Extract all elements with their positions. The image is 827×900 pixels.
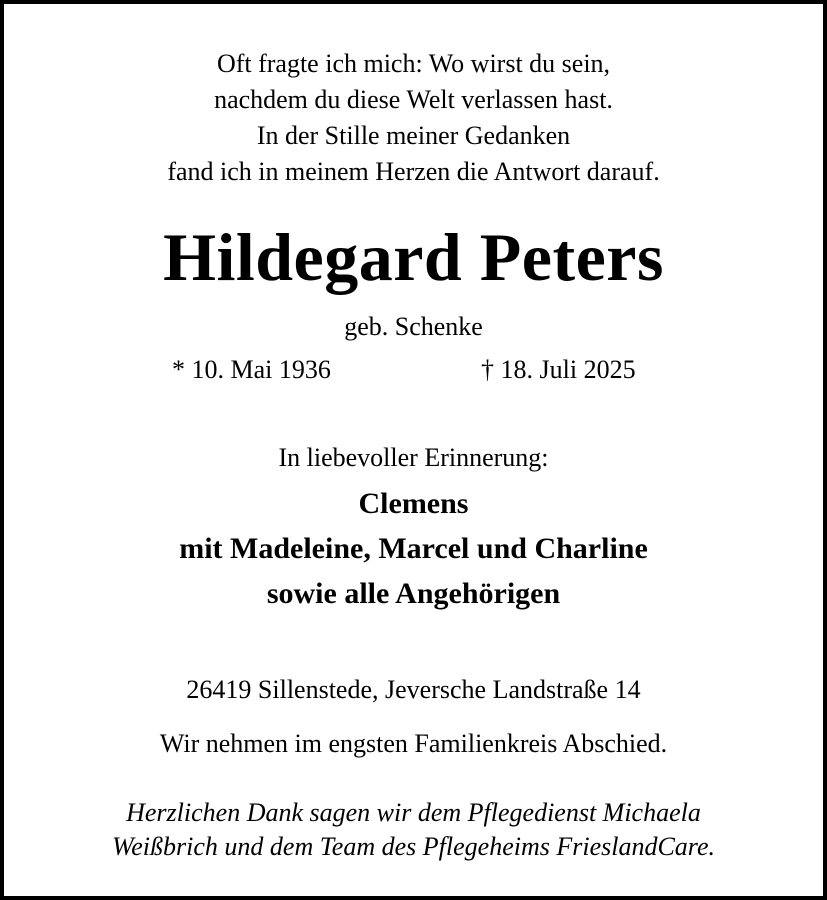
poem-line-4: fand ich in meinem Herzen die Antwort darauf. xyxy=(167,157,660,186)
thanks-line-1: Herzlichen Dank sagen wir dem Pflegedienst Michaela xyxy=(126,798,701,827)
birth-name: geb. Schenke xyxy=(344,312,483,341)
mourner-relatives: sowie alle Angehörigen xyxy=(266,577,561,610)
poem-line-2: nachdem du diese Welt verlassen hast. xyxy=(214,85,613,114)
poem-line-1: Oft fragte ich mich: Wo wirst du sein, xyxy=(216,49,611,78)
thanks-line-2: Weißbrich und dem Team des Pflegeheims FrieslandCare. xyxy=(112,832,715,861)
deceased-name: Hildegard Peters xyxy=(163,219,664,295)
poem-line-3: In der Stille meiner Gedanken xyxy=(256,121,571,150)
address: 26419 Sillenstede, Jeversche Landstraße 14 xyxy=(186,675,641,704)
farewell-note: Wir nehmen im engsten Familienkreis Abschied. xyxy=(159,729,668,758)
memory-intro: In liebevoller Erinnerung: xyxy=(278,443,549,472)
mourner-primary: Clemens xyxy=(358,487,469,520)
death-date: † 18. Juli 2025 xyxy=(481,355,636,384)
mourner-family: mit Madeleine, Marcel und Charline xyxy=(179,532,648,565)
birth-date: * 10. Mai 1936 xyxy=(172,355,331,384)
